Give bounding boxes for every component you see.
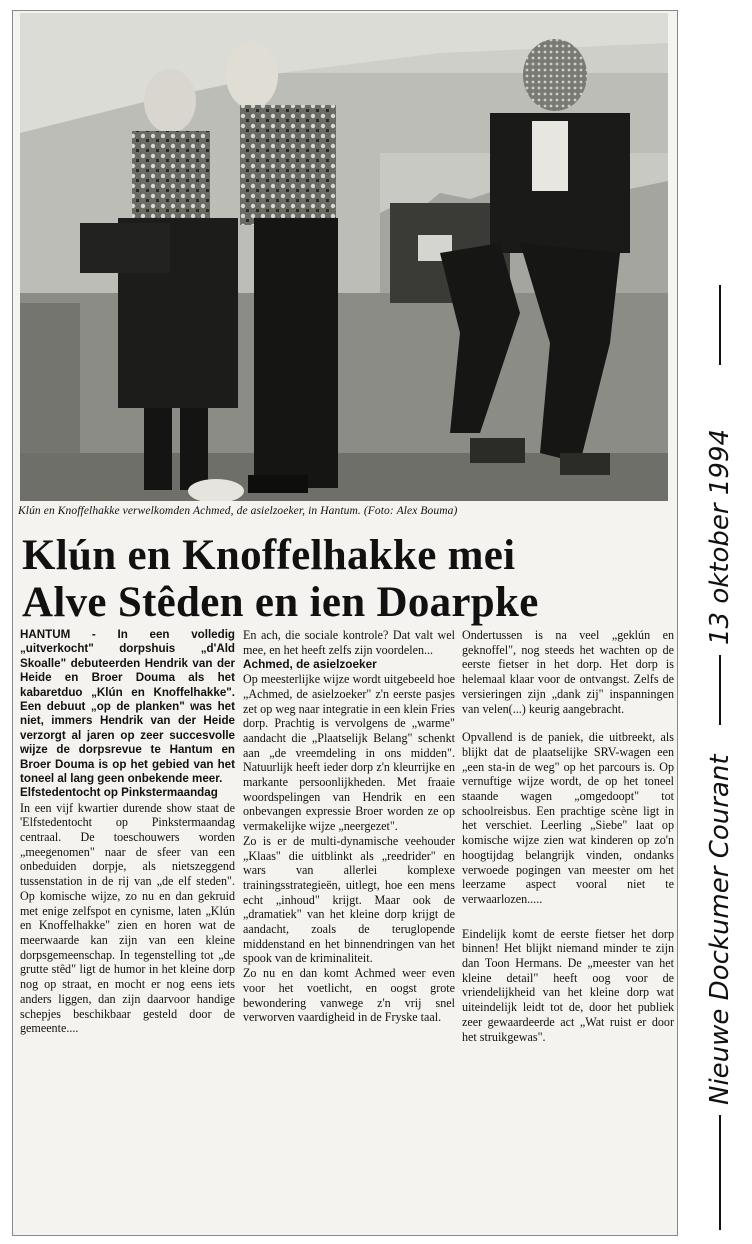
column-3-paragraph-3: Eindelijk komt de eerste fietser het dorp binnen! Het blijkt niemand minder te zijn dan Toon Hermans. De „meester van het kleine detail" heeft oog voor de vriendelijkheid van het kleine dorp wat uiteindelijk leidt tot de, door het publiek zeer gewaardeerde act „Wat ruist er door het struikgewas". xyxy=(462,926,674,1044)
column-3-paragraph-1: Ondertussen is na veel „geklún en geknoffel", nog steeds het wachten op de eerste fietser in het dorp. Het dorp is helemaal klaar voor de ontvangst. Zelfs de versieringen zijn „dank zij" inspanningen van velen(...) keurig aangebracht. xyxy=(462,628,674,716)
photo-caption: Klún en Knoffelhakke verwelkomden Achmed, de asielzoeker, in Hantum. (Foto: Alex Bouma) xyxy=(18,505,458,517)
handwritten-date: 13 oktober 1994 xyxy=(705,428,735,645)
subheading-achmed: Achmed, de asielzoeker xyxy=(243,657,377,672)
subheading-elfstedentocht: Elfstedentocht op Pinkstermaandag xyxy=(20,786,218,800)
column-2-intro: En ach, die sociale kontrole? Dat valt wel mee, en het heeft zelfs zijn voordelen... xyxy=(243,628,455,657)
headline-line-2: Alve Stêden en ien Doarpke xyxy=(22,579,539,626)
headline-line-1: Klún en Knoffelhakke mei xyxy=(22,532,516,579)
handwritten-source: Nieuwe Dockumer Courant xyxy=(705,754,735,1105)
article-photo xyxy=(20,13,668,501)
headline xyxy=(22,532,672,626)
column-2-body-1: Op meesterlijke wijze wordt uitgebeeld hoe „Achmed, de asielzoeker" z'n eerste pasjes zet op weg naar integratie in een klein Fries dorp. Prachtig is vervolgens de „warme" aandacht die „Plaatselijk Belang" schenkt aan „de vreemdeling in ons midden". Natuurlijk heeft ieder dorp z'n kleurrijke en markante persoonlijkheden. Met fraaie woordspelingen van Hendrik en een onbevangen expressie Broer worden ze op vermakelijke wijze „neergezet". xyxy=(243,672,455,834)
article-column-2 xyxy=(243,628,455,1025)
article-lead: HANTUM - In een volledig „uitverkocht" dorpshuis „d'Ald Skoalle" debuteerden Hendrik van der Heide en Broer Douma als het kabaretduo „Klún en Knoffelhakke". Een debuut „op de planken" was het niet, immers Hendrik van der Heide verzorgt al jaren op zeer succesvolle wijze de dorpsrevue te Hantum en Broer Douma is op het gebied van het toneel al lang geen onbekende meer. xyxy=(20,628,235,786)
column-2-body-2: Zo is er de multi-dynamische veehouder „Klaas" die uitblinkt als „reedrider" en wars van allerlei komplexe trainingsstrategieën, uitlegt, hoe een mens echt „inhoud" krijgt. Maar ook de „dramatiek" van het kleine dorp krijgt de aandacht, zoals de teruglopende middenstand en het binnendringen van het spook van de kriminaliteit. xyxy=(243,833,455,966)
article-column-1 xyxy=(20,628,235,1036)
handwritten-annotation xyxy=(682,255,748,1240)
column-3-paragraph-2: Opvallend is de paniek, die uitbreekt, als blijkt dat de plaatselijke SRV-wagen een „een sta-in de weg" op het parcours is. Op vernuftige wijze wordt, de op het toneel staande wagen „omgedoopt" tot schoolreisbus. Een prachtige scène ligt in het verschiet. Leerling „Siebe" laat op komische wijze zien wat kinderen op zo'n hoogtijdag belangrijk vinden, ondanks verwoede pogingen van meester om het leerzame aspect vooral niet te verwaarlozen..... xyxy=(462,730,674,906)
handwritten-note xyxy=(682,255,748,1240)
column-2-body-3: Zo nu en dan komt Achmed weer even voor het voetlicht, en oogst grote bewondering vanwege z'n vrij snel verworven vaardigheid in de Fryske taal. xyxy=(243,966,455,1025)
article-column-3 xyxy=(462,628,674,1044)
stage-photo-illustration xyxy=(20,13,668,501)
column-1-body: In een vijf kwartier durende show staat de 'Elfstedentocht op Pinkstermaandag centraal. De toeschouwers worden „meegenomen" naar de sfeer van een onbeduiden dorpje, als nietszeggend tussenstation in de rij van „de elf steden". Op komische wijze, zo nu en dan gekruid met enige zelfspot en cynisme, laten „Klún en Knoffelhakke" zien en horen wat de meerwaarde kan zijn van een kleine dorpsgemeenschap. In tegenstelling tot „de grutte stêd" ligt de humor in het kleine dorp nog op straat, en mocht er nog eens iets anders liggen, dan zijn daarvoor handige schepjes beschikbaar gesteld door de gemeente.... xyxy=(20,800,235,1036)
